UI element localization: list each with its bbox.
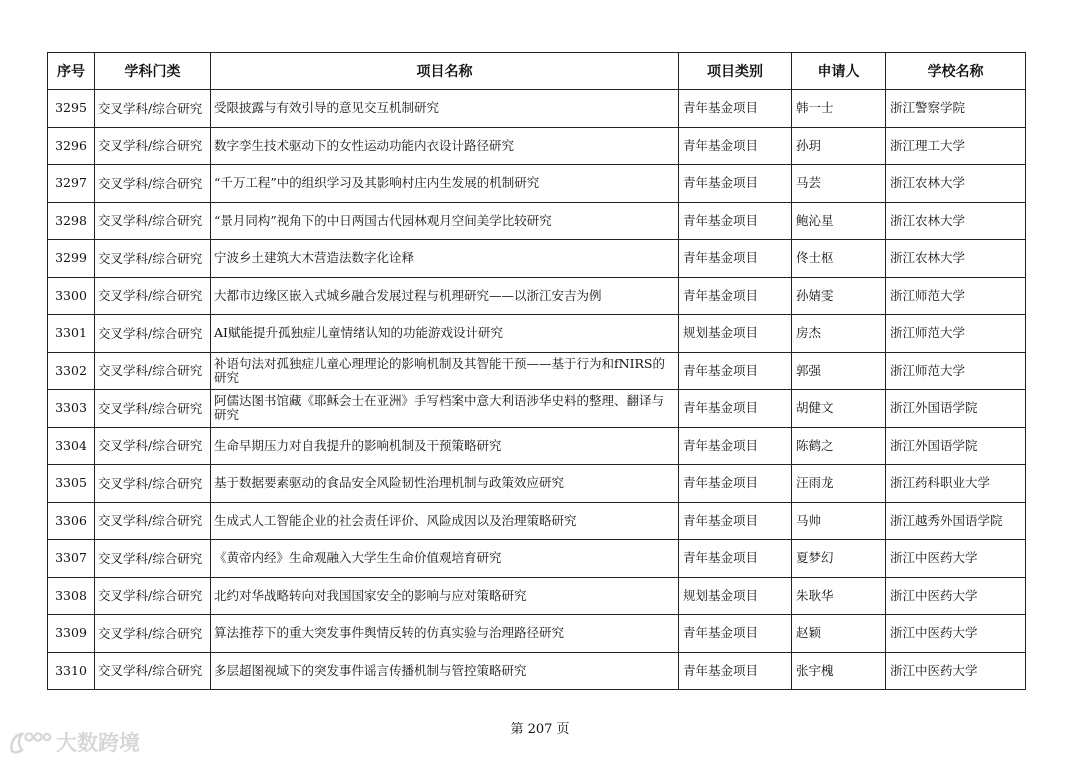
cell-school: 浙江农林大学 (886, 165, 1026, 203)
cell-school: 浙江中医药大学 (886, 540, 1026, 578)
table-row (48, 577, 1026, 615)
cell-type: 青年基金项目 (679, 615, 792, 653)
cell-discipline: 交叉学科/综合研究 (95, 427, 211, 465)
cell-type: 青年基金项目 (679, 540, 792, 578)
cell-title: 生命早期压力对自我提升的影响机制及干预策略研究 (211, 427, 679, 465)
table-row (48, 352, 1026, 390)
cell-no: 3299 (48, 240, 95, 278)
cell-title: 数字孪生技术驱动下的女性运动功能内衣设计路径研究 (211, 127, 679, 165)
header-title: 项目名称 (211, 53, 679, 90)
cell-discipline: 交叉学科/综合研究 (95, 390, 211, 428)
cell-applicant: 孙婧雯 (792, 277, 886, 315)
cell-type: 青年基金项目 (679, 277, 792, 315)
cell-title: 大都市边缘区嵌入式城乡融合发展过程与机理研究——以浙江安吉为例 (211, 277, 679, 315)
table-body (48, 90, 1026, 690)
table-row (48, 502, 1026, 540)
cell-applicant: 朱耿华 (792, 577, 886, 615)
cell-discipline: 交叉学科/综合研究 (95, 202, 211, 240)
table-row (48, 127, 1026, 165)
table-row (48, 465, 1026, 503)
cell-no: 3298 (48, 202, 95, 240)
table-row (48, 165, 1026, 203)
cell-no: 3301 (48, 315, 95, 353)
cell-no: 3297 (48, 165, 95, 203)
cell-school: 浙江农林大学 (886, 202, 1026, 240)
cell-discipline: 交叉学科/综合研究 (95, 90, 211, 128)
cell-title: 多层超图视域下的突发事件谣言传播机制与管控策略研究 (211, 652, 679, 690)
cell-type: 青年基金项目 (679, 652, 792, 690)
cell-title: “景月同构”视角下的中日两国古代园林观月空间美学比较研究 (211, 202, 679, 240)
table-row (48, 90, 1026, 128)
cell-title: 宁波乡土建筑大木营造法数字化诠释 (211, 240, 679, 278)
cell-school: 浙江药科职业大学 (886, 465, 1026, 503)
cell-no: 3296 (48, 127, 95, 165)
cell-type: 青年基金项目 (679, 427, 792, 465)
cell-no: 3304 (48, 427, 95, 465)
cell-school: 浙江师范大学 (886, 315, 1026, 353)
cell-school: 浙江师范大学 (886, 277, 1026, 315)
table-header-row (48, 53, 1026, 90)
watermark (8, 727, 140, 757)
cell-school: 浙江师范大学 (886, 352, 1026, 390)
cell-discipline: 交叉学科/综合研究 (95, 465, 211, 503)
cell-school: 浙江农林大学 (886, 240, 1026, 278)
cell-type: 青年基金项目 (679, 202, 792, 240)
cell-title: 受限披露与有效引导的意见交互机制研究 (211, 90, 679, 128)
watermark-text: 大数跨境 (56, 731, 140, 755)
cell-school: 浙江中医药大学 (886, 652, 1026, 690)
table-row (48, 240, 1026, 278)
cell-no: 3306 (48, 502, 95, 540)
header-no: 序号 (48, 53, 95, 90)
cell-applicant: 孙玥 (792, 127, 886, 165)
cell-applicant: 郭强 (792, 352, 886, 390)
cell-discipline: 交叉学科/综合研究 (95, 652, 211, 690)
cell-school: 浙江中医药大学 (886, 577, 1026, 615)
cell-title: “千万工程”中的组织学习及其影响村庄内生发展的机制研究 (211, 165, 679, 203)
cell-title: 补语句法对孤独症儿童心理理论的影响机制及其智能干预——基于行为和fNIRS的研究 (211, 352, 679, 390)
cell-school: 浙江警察学院 (886, 90, 1026, 128)
cell-school: 浙江理工大学 (886, 127, 1026, 165)
header-discipline: 学科门类 (95, 53, 211, 90)
cell-discipline: 交叉学科/综合研究 (95, 540, 211, 578)
table-row (48, 202, 1026, 240)
cell-title: 北约对华战略转向对我国国家安全的影响与应对策略研究 (211, 577, 679, 615)
cell-discipline: 交叉学科/综合研究 (95, 615, 211, 653)
cell-discipline: 交叉学科/综合研究 (95, 577, 211, 615)
cell-discipline: 交叉学科/综合研究 (95, 352, 211, 390)
cell-applicant: 马帅 (792, 502, 886, 540)
cell-title: 阿儒达图书馆藏《耶稣会士在亚洲》手写档案中意大利语涉华史料的整理、翻译与研究 (211, 390, 679, 428)
table-row (48, 315, 1026, 353)
cell-no: 3302 (48, 352, 95, 390)
cell-applicant: 韩一士 (792, 90, 886, 128)
cell-applicant: 鲍沁星 (792, 202, 886, 240)
cell-applicant: 夏梦幻 (792, 540, 886, 578)
cell-applicant: 陈鹤之 (792, 427, 886, 465)
cell-title: 算法推荐下的重大突发事件舆情反转的仿真实验与治理路径研究 (211, 615, 679, 653)
cell-discipline: 交叉学科/综合研究 (95, 502, 211, 540)
table-row (48, 277, 1026, 315)
cell-title: 《黄帝内经》生命观融入大学生生命价值观培育研究 (211, 540, 679, 578)
cell-school: 浙江越秀外国语学院 (886, 502, 1026, 540)
grant-table (47, 52, 1026, 690)
cell-applicant: 佟士枢 (792, 240, 886, 278)
cell-no: 3295 (48, 90, 95, 128)
brand-logo-icon (8, 729, 52, 755)
cell-type: 青年基金项目 (679, 240, 792, 278)
cell-applicant: 胡健文 (792, 390, 886, 428)
cell-no: 3300 (48, 277, 95, 315)
table-row (48, 427, 1026, 465)
cell-applicant: 赵颖 (792, 615, 886, 653)
cell-type: 青年基金项目 (679, 165, 792, 203)
cell-type: 规划基金项目 (679, 577, 792, 615)
cell-title: 生成式人工智能企业的社会责任评价、风险成因以及治理策略研究 (211, 502, 679, 540)
cell-no: 3307 (48, 540, 95, 578)
cell-discipline: 交叉学科/综合研究 (95, 315, 211, 353)
cell-school: 浙江外国语学院 (886, 390, 1026, 428)
header-type: 项目类别 (679, 53, 792, 90)
cell-no: 3309 (48, 615, 95, 653)
header-applicant: 申请人 (792, 53, 886, 90)
cell-school: 浙江中医药大学 (886, 615, 1026, 653)
cell-discipline: 交叉学科/综合研究 (95, 165, 211, 203)
cell-no: 3308 (48, 577, 95, 615)
cell-type: 青年基金项目 (679, 465, 792, 503)
cell-discipline: 交叉学科/综合研究 (95, 127, 211, 165)
cell-title: 基于数据要素驱动的食品安全风险韧性治理机制与政策效应研究 (211, 465, 679, 503)
cell-type: 青年基金项目 (679, 390, 792, 428)
table-row (48, 540, 1026, 578)
cell-no: 3305 (48, 465, 95, 503)
cell-type: 规划基金项目 (679, 315, 792, 353)
cell-applicant: 汪雨龙 (792, 465, 886, 503)
cell-applicant: 马芸 (792, 165, 886, 203)
cell-type: 青年基金项目 (679, 502, 792, 540)
cell-title: AI赋能提升孤独症儿童情绪认知的功能游戏设计研究 (211, 315, 679, 353)
table-row (48, 652, 1026, 690)
cell-school: 浙江外国语学院 (886, 427, 1026, 465)
cell-discipline: 交叉学科/综合研究 (95, 277, 211, 315)
cell-type: 青年基金项目 (679, 352, 792, 390)
cell-no: 3303 (48, 390, 95, 428)
table-row (48, 390, 1026, 428)
cell-type: 青年基金项目 (679, 127, 792, 165)
header-school: 学校名称 (886, 53, 1026, 90)
cell-applicant: 张宇槐 (792, 652, 886, 690)
page-number: 第 207 页 (510, 722, 570, 737)
cell-discipline: 交叉学科/综合研究 (95, 240, 211, 278)
cell-no: 3310 (48, 652, 95, 690)
cell-applicant: 房杰 (792, 315, 886, 353)
cell-type: 青年基金项目 (679, 90, 792, 128)
table-row (48, 615, 1026, 653)
